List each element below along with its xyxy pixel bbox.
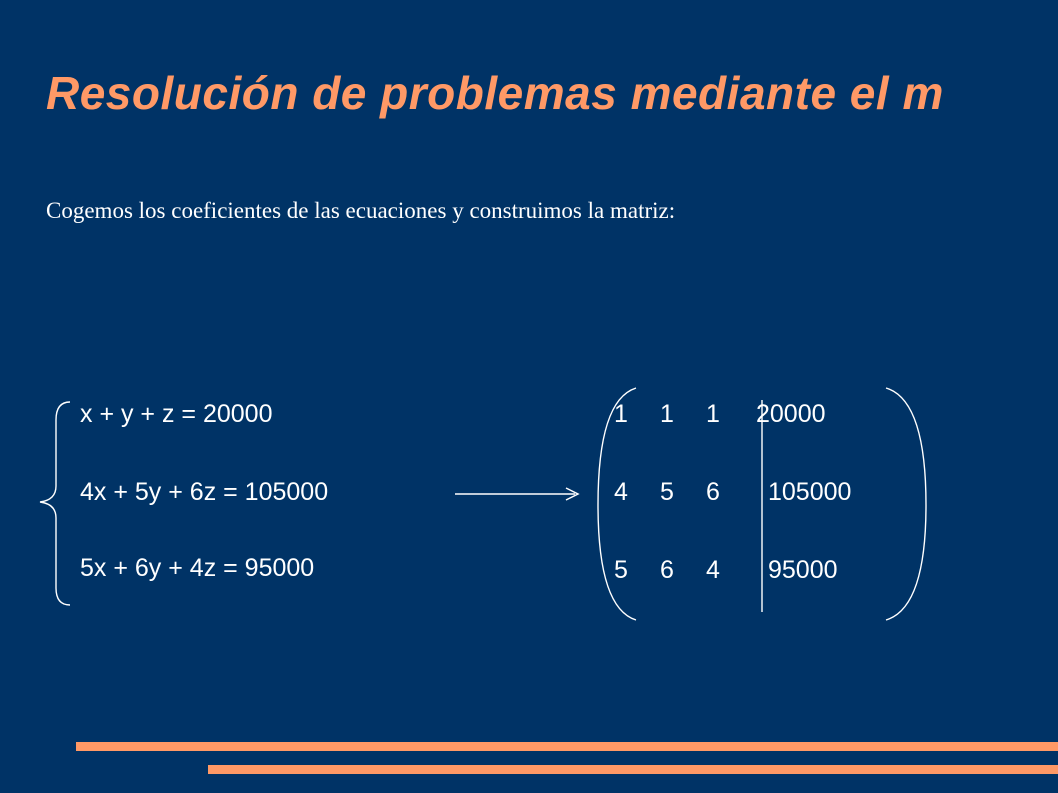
matrix-cell: 20000 [756, 400, 826, 428]
footer-bar-bottom [208, 765, 1058, 774]
equation-3: 5x + 6y + 4z = 95000 [80, 554, 315, 582]
intro-text: Cogemos los coeficientes de las ecuaciones y construimos la matriz: [46, 198, 676, 223]
matrix-cell: 4 [614, 478, 628, 506]
slide-title: Resolución de problemas mediante el m [46, 67, 944, 119]
matrix-cell: 1 [614, 400, 628, 428]
matrix-cell: 1 [660, 400, 674, 428]
matrix-cell: 5 [614, 556, 628, 584]
matrix-cell: 5 [660, 478, 674, 506]
matrix-cell: 6 [706, 478, 720, 506]
matrix-cell: 4 [706, 556, 720, 584]
matrix-cell: 1 [706, 400, 720, 428]
footer-bar-top [76, 742, 1058, 751]
matrix-cell: 95000 [768, 556, 838, 584]
equation-1: x + y + z = 20000 [80, 400, 273, 428]
equation-2: 4x + 5y + 6z = 105000 [80, 478, 329, 506]
system-brace [40, 402, 70, 605]
matrix-right-bracket [886, 388, 926, 620]
matrix-cell: 6 [660, 556, 674, 584]
matrix-cell: 105000 [768, 478, 852, 506]
